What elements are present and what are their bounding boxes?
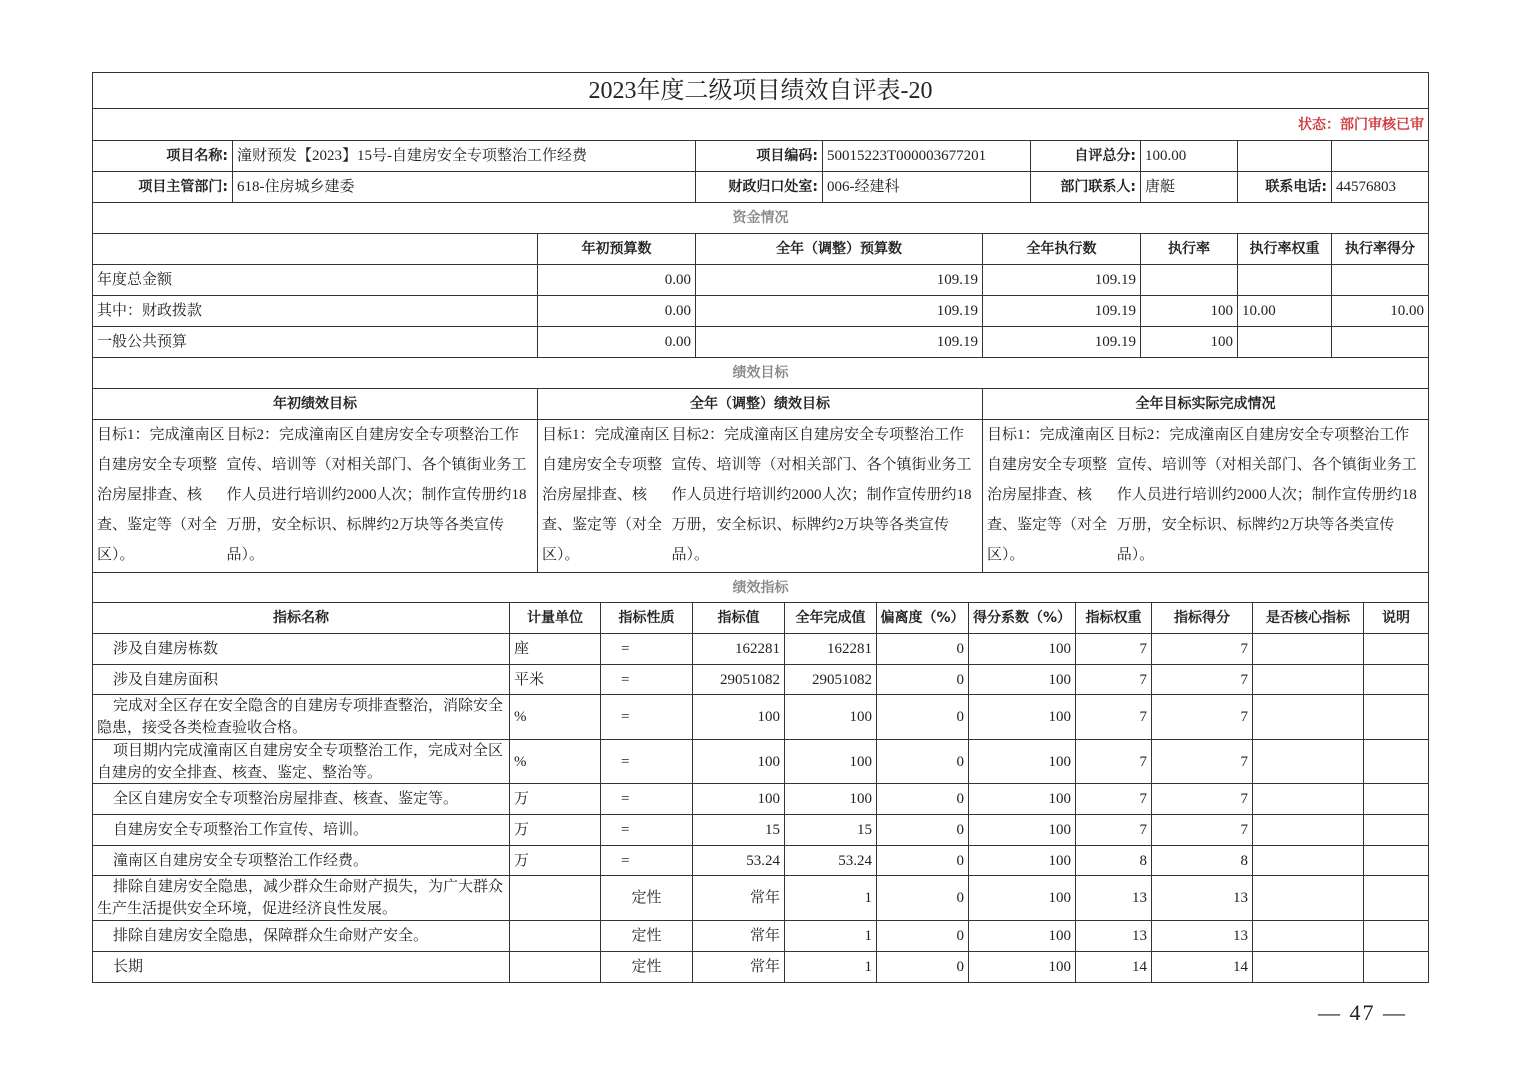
info-cell: 潼财预发【2023】15号-自建房安全专项整治工作经费 [233,141,696,172]
indicator-cell: 排除自建房安全隐患，减少群众生命财产损失，为广大群众生产生活提供安全环境，促进经济良性发展。 [93,876,510,921]
indicator-cell [1253,784,1364,815]
indicator-cell: 100 [969,740,1076,784]
indicator-cell [1364,740,1429,784]
indicator-cell: = [601,846,693,876]
indicator-cell: 定性 [601,952,693,983]
indicator-cell: 1 [785,921,877,952]
info-cell: 50015223T000003677201 [823,141,1031,172]
funds-header: 全年（调整）预算数 [696,234,983,265]
funds-row [93,296,1429,327]
indicator-header: 指标名称 [93,603,510,634]
section-row [93,358,1429,389]
funds-cell [1141,265,1238,296]
title-row [93,73,1429,109]
funds-cell: 109.19 [696,327,983,358]
indicator-cell: 15 [785,815,877,846]
goals-header: 全年目标实际完成情况 [983,389,1429,420]
indicator-cell: 7 [1076,784,1152,815]
indicator-cell: 7 [1152,695,1253,740]
goal-text [538,420,983,573]
status-row [93,109,1429,141]
indicator-cell: 7 [1152,665,1253,695]
funds-cell: 一般公共预算 [93,327,538,358]
indicator-cell: = [601,784,693,815]
indicator-cell: 100 [785,740,877,784]
goal-line: 目标2：完成潼南区自建房安全专项整治工作宣传、培训等（对相关部门、各个镇街业务工作人员进行培训约2000人次；制作宣传册约18万册，安全标识、标牌约2万块等各类宣传品）。 [1116,427,1417,563]
indicator-row [93,846,1429,876]
info-cell: 44576803 [1332,172,1429,203]
self-evaluation-table [92,72,1429,983]
funds-header: 全年执行数 [983,234,1141,265]
indicator-cell: 平米 [510,665,601,695]
indicator-cell [1253,740,1364,784]
funds-cell: 年度总金额 [93,265,538,296]
funds-cell: 0.00 [538,265,696,296]
funds-cell: 0.00 [538,327,696,358]
indicator-cell: 14 [1076,952,1152,983]
indicator-cell: 7 [1152,784,1253,815]
funds-cell: 100 [1141,296,1238,327]
info-row [93,172,1429,203]
funds-cell: 其中：财政拨款 [93,296,538,327]
goal-line: 目标1：完成潼南区自建房安全专项整治房屋排查、核查、鉴定等（对全区）。 [987,427,1115,563]
funds-cell: 10.00 [1238,296,1332,327]
info-cell: 006-经建科 [823,172,1031,203]
indicator-cell: 13 [1152,876,1253,921]
indicator-cell: 7 [1076,695,1152,740]
goals-content-row [93,420,1429,573]
funds-header: 执行率权重 [1238,234,1332,265]
info-cell: 自评总分: [1031,141,1141,172]
info-cell: 项目主管部门: [93,172,233,203]
funds-row [93,327,1429,358]
indicator-cell: % [510,695,601,740]
indicator-header: 是否核心指标 [1253,603,1364,634]
indicator-cell: 常年 [693,921,785,952]
funds-cell: 0.00 [538,296,696,327]
indicator-cell: 100 [693,740,785,784]
indicator-header: 说明 [1364,603,1429,634]
indicator-row [93,740,1429,784]
indicator-cell: 7 [1076,665,1152,695]
indicator-cell [1253,634,1364,665]
indicator-cell: 162281 [785,634,877,665]
indicator-cell [1364,784,1429,815]
indicator-cell: 7 [1152,815,1253,846]
indicator-cell: 53.24 [693,846,785,876]
funds-row [93,265,1429,296]
section-title-indicators: 绩效指标 [93,573,1429,603]
indicator-cell [1253,695,1364,740]
indicator-cell: 长期 [93,952,510,983]
indicator-cell: 0 [877,784,969,815]
funds-header: 年初预算数 [538,234,696,265]
indicator-cell: 涉及自建房栋数 [93,634,510,665]
indicator-cell: 100 [969,634,1076,665]
indicator-cell: 定性 [601,921,693,952]
indicator-header: 偏离度（%） [877,603,969,634]
indicator-cell [510,921,601,952]
info-cell: 财政归口处室: [696,172,823,203]
indicator-cell: = [601,815,693,846]
indicator-cell: 8 [1076,846,1152,876]
info-cell: 部门联系人: [1031,172,1141,203]
info-cell [1238,141,1332,172]
indicator-cell: 15 [693,815,785,846]
indicator-cell: 1 [785,952,877,983]
goal-text [983,420,1429,573]
indicator-cell: 8 [1152,846,1253,876]
indicator-cell: 100 [693,784,785,815]
indicator-cell: 162281 [693,634,785,665]
info-cell: 项目名称: [93,141,233,172]
indicator-cell: 100 [969,815,1076,846]
indicator-cell: 万 [510,815,601,846]
indicator-cell [1364,921,1429,952]
indicator-cell: = [601,665,693,695]
indicator-cell: 13 [1152,921,1253,952]
indicator-row [93,784,1429,815]
indicator-cell: 0 [877,921,969,952]
indicator-cell: 项目期内完成潼南区自建房安全专项整治工作，完成对全区自建房的安全排查、核查、鉴定、整治等。 [93,740,510,784]
page-number: — 47 — [1318,1000,1407,1025]
indicator-header: 计量单位 [510,603,601,634]
funds-header: 执行率得分 [1332,234,1429,265]
goal-text [93,420,538,573]
indicator-row [93,876,1429,921]
info-cell: 联系电话: [1238,172,1332,203]
indicator-row [93,921,1429,952]
indicator-cell: 排除自建房安全隐患，保障群众生命财产安全。 [93,921,510,952]
funds-cell: 109.19 [696,265,983,296]
indicator-cell: 涉及自建房面积 [93,665,510,695]
indicator-cell: 7 [1152,634,1253,665]
indicator-cell: 29051082 [693,665,785,695]
funds-cell [1238,265,1332,296]
indicator-cell: 完成对全区存在安全隐含的自建房专项排查整治，消除安全隐患，接受各类检查验收合格。 [93,695,510,740]
funds-cell: 109.19 [983,327,1141,358]
goal-line: 目标1：完成潼南区自建房安全专项整治房屋排查、核查、鉴定等（对全区）。 [542,427,670,563]
indicator-cell [1364,634,1429,665]
indicator-header: 指标值 [693,603,785,634]
indicator-cell: 100 [969,876,1076,921]
funds-cell [1332,265,1429,296]
indicator-cell: 万 [510,846,601,876]
indicator-cell: 0 [877,876,969,921]
indicator-cell: 7 [1076,634,1152,665]
indicator-cell: 13 [1076,921,1152,952]
indicator-cell [1364,876,1429,921]
indicator-cell: 1 [785,876,877,921]
funds-cell: 100 [1141,327,1238,358]
indicator-cell: 0 [877,665,969,695]
funds-cell [1332,327,1429,358]
funds-header: 执行率 [1141,234,1238,265]
indicator-cell [1364,846,1429,876]
goal-line: 目标1：完成潼南区自建房安全专项整治房屋排查、核查、鉴定等（对全区）。 [97,427,225,563]
indicator-cell: 0 [877,695,969,740]
indicator-row [93,952,1429,983]
indicator-row [93,815,1429,846]
indicator-cell [1364,815,1429,846]
info-cell: 100.00 [1141,141,1238,172]
funds-header [93,234,538,265]
indicator-cell [1253,665,1364,695]
indicator-cell: 常年 [693,876,785,921]
indicator-header: 全年完成值 [785,603,877,634]
indicator-cell: 14 [1152,952,1253,983]
indicator-cell [1253,952,1364,983]
section-title-funds: 资金情况 [93,203,1429,234]
indicator-cell: 7 [1152,740,1253,784]
indicator-cell: = [601,695,693,740]
info-cell [1332,141,1429,172]
indicator-cell: 0 [877,740,969,784]
indicator-cell: % [510,740,601,784]
info-cell: 唐艇 [1141,172,1238,203]
indicator-cell: 29051082 [785,665,877,695]
indicator-cell: 100 [785,695,877,740]
indicator-cell: 100 [785,784,877,815]
indicator-cell: = [601,634,693,665]
indicator-cell: 100 [693,695,785,740]
indicator-cell: 万 [510,784,601,815]
indicator-cell: 13 [1076,876,1152,921]
info-cell: 618-住房城乡建委 [233,172,696,203]
indicator-cell: 自建房安全专项整治工作宣传、培训。 [93,815,510,846]
indicator-cell [510,876,601,921]
status-text: 状态：部门审核已审 [93,109,1429,141]
funds-cell: 109.19 [983,296,1141,327]
indicator-cell: = [601,740,693,784]
indicator-cell [510,952,601,983]
indicator-cell: 常年 [693,952,785,983]
indicator-header: 得分系数（%） [969,603,1076,634]
section-row [93,203,1429,234]
indicator-cell: 100 [969,784,1076,815]
goal-line: 目标2：完成潼南区自建房安全专项整治工作宣传、培训等（对相关部门、各个镇街业务工作人员进行培训约2000人次；制作宣传册约18万册，安全标识、标牌约2万块等各类宣传品）。 [671,427,972,563]
indicator-cell: 0 [877,634,969,665]
goals-header: 年初绩效目标 [93,389,538,420]
indicator-row [93,634,1429,665]
indicator-cell [1253,846,1364,876]
indicator-cell [1253,876,1364,921]
indicator-cell: 100 [969,921,1076,952]
indicator-cell [1364,665,1429,695]
indicator-cell: 100 [969,695,1076,740]
indicator-cell [1253,815,1364,846]
funds-header-row [93,234,1429,265]
indicator-cell [1253,921,1364,952]
indicator-cell: 100 [969,846,1076,876]
funds-cell: 10.00 [1332,296,1429,327]
indicator-cell: 0 [877,952,969,983]
goals-header-row [93,389,1429,420]
indicator-row [93,695,1429,740]
goal-line: 目标2：完成潼南区自建房安全专项整治工作宣传、培训等（对相关部门、各个镇街业务工作人员进行培训约2000人次；制作宣传册约18万册，安全标识、标牌约2万块等各类宣传品）。 [226,427,527,563]
page-title: 2023年度二级项目绩效自评表-20 [93,73,1429,109]
indicator-cell: 0 [877,815,969,846]
funds-cell [1238,327,1332,358]
funds-cell: 109.19 [696,296,983,327]
indicator-cell: 7 [1076,815,1152,846]
indicator-cell: 座 [510,634,601,665]
section-row [93,573,1429,603]
indicator-cell: 潼南区自建房安全专项整治工作经费。 [93,846,510,876]
indicator-cell: 0 [877,846,969,876]
indicator-cell: 100 [969,952,1076,983]
indicator-cell: 53.24 [785,846,877,876]
section-title-goals: 绩效目标 [93,358,1429,389]
indicator-cell: 全区自建房安全专项整治房屋排查、核查、鉴定等。 [93,784,510,815]
indicator-row [93,665,1429,695]
indicator-header: 指标权重 [1076,603,1152,634]
info-row [93,141,1429,172]
indicator-header: 指标得分 [1152,603,1253,634]
indicator-header: 指标性质 [601,603,693,634]
goals-header: 全年（调整）绩效目标 [538,389,983,420]
indicators-header-row [93,603,1429,634]
indicator-cell: 定性 [601,876,693,921]
funds-cell: 109.19 [983,265,1141,296]
info-cell: 项目编码: [696,141,823,172]
indicator-cell [1364,695,1429,740]
indicator-cell: 7 [1076,740,1152,784]
indicator-cell: 100 [969,665,1076,695]
indicator-cell [1364,952,1429,983]
